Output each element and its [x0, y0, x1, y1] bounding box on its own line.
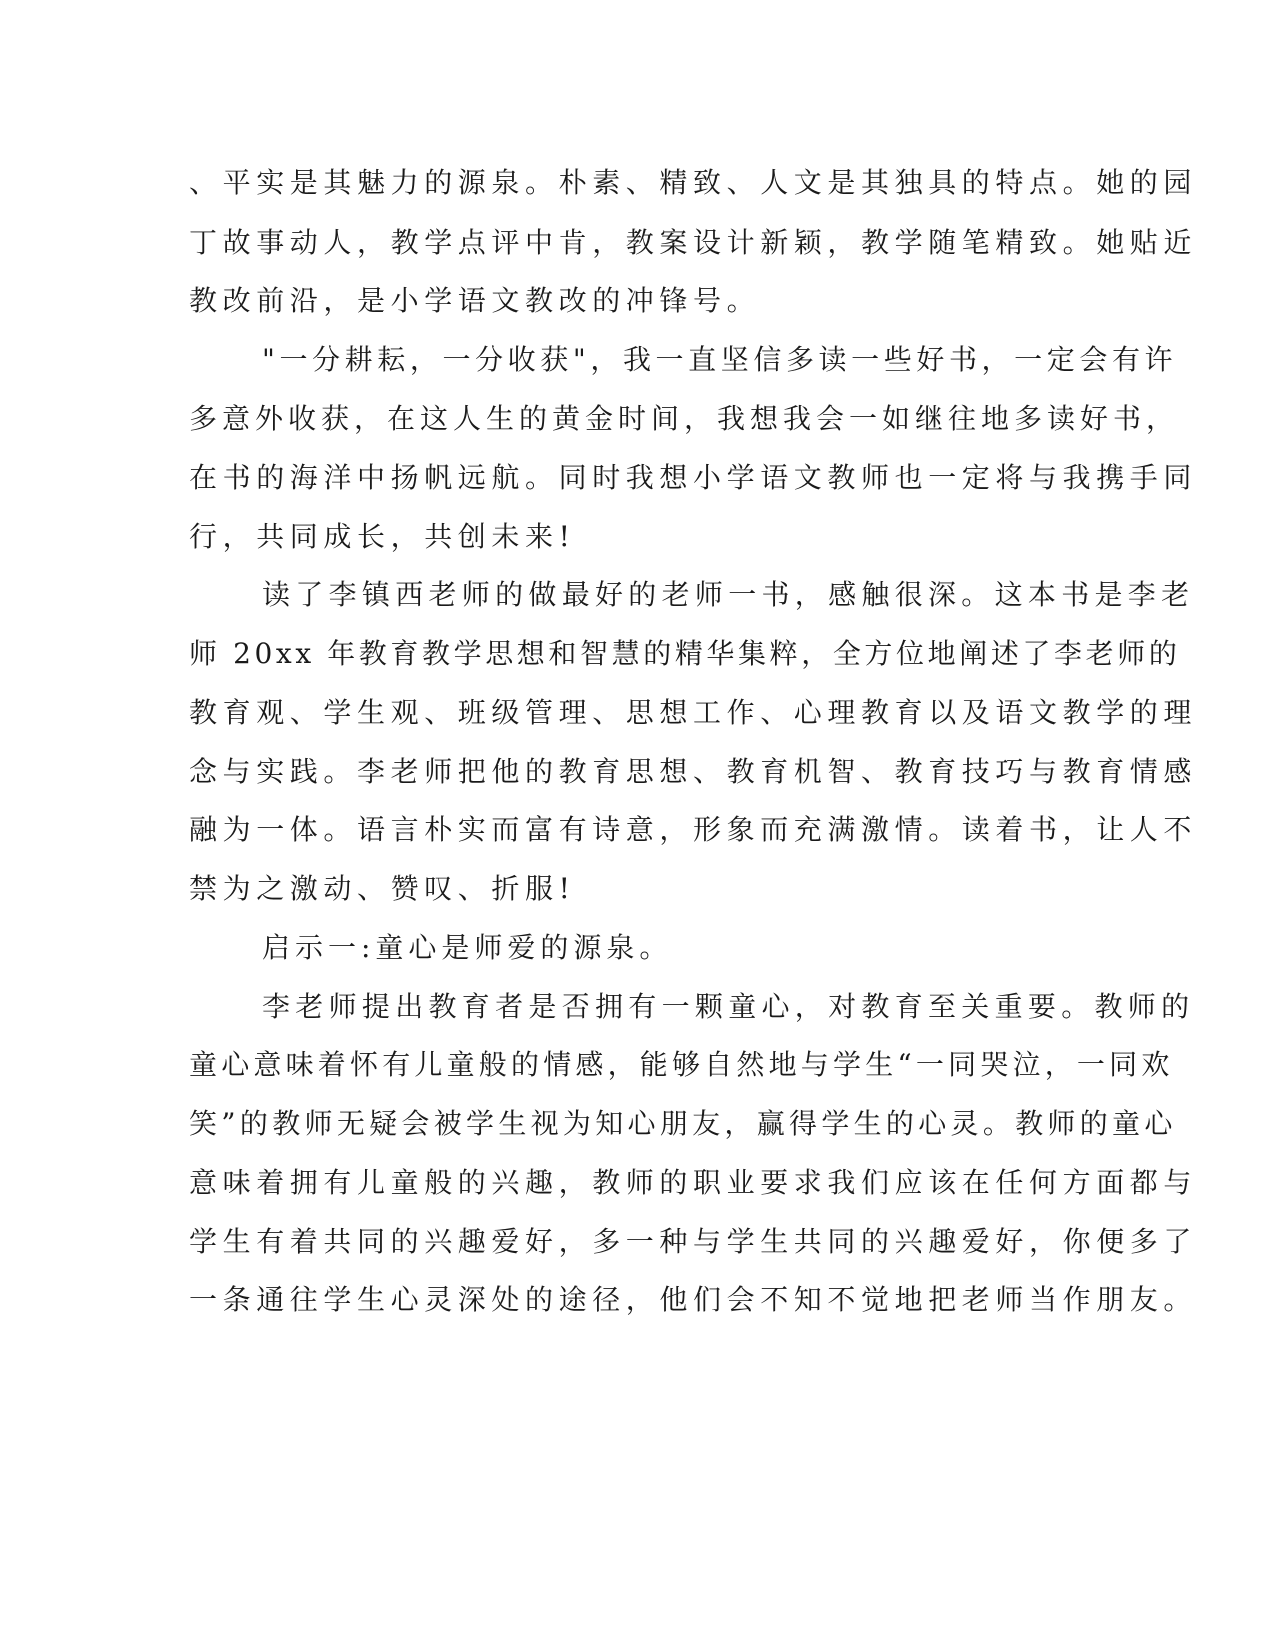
- text-line: 一条通往学生心灵深处的途径，他们会不知不觉地把老师当作朋友。: [189, 1283, 1198, 1316]
- text-line: 启示一:童心是师爱的源泉。: [262, 931, 673, 964]
- text-line: 童心意味着怀有儿童般的情感，能够自然地与学生“一同哭泣，一同欢: [189, 1048, 1174, 1081]
- text-line: 师 20xx 年教育教学思想和智慧的精华集粹，全方位地阐述了李老师的: [189, 637, 1181, 670]
- text-line: 多意外收获，在这人生的黄金时间，我想我会一如继往地多读好书，: [189, 402, 1180, 435]
- text-line: 李老师提出教育者是否拥有一颗童心，对教育至关重要。教师的: [262, 990, 1195, 1023]
- text-line: 在书的海洋中扬帆远航。同时我想小学语文教师也一定将与我携手同: [189, 461, 1198, 494]
- text-line: 丁故事动人，教学点评中肯，教案设计新颖，教学随笔精致。她贴近: [189, 226, 1198, 259]
- text-line: 教育观、学生观、班级管理、思想工作、心理教育以及语文教学的理: [189, 696, 1198, 729]
- text-line: 行，共同成长，共创未来!: [189, 520, 576, 553]
- text-line: 意味着拥有儿童般的兴趣，教师的职业要求我们应该在任何方面都与: [189, 1166, 1198, 1199]
- text-line: 禁为之激动、赞叹、折服!: [189, 872, 576, 905]
- text-line: 融为一体。语言朴实而富有诗意，形象而充满激情。读着书，让人不: [189, 813, 1198, 846]
- text-line: "一分耕耘，一分收获"，我一直坚信多读一些好书，一定会有许: [262, 343, 1178, 376]
- text-line: 、平实是其魅力的源泉。朴素、精致、人文是其独具的特点。她的园: [189, 166, 1198, 199]
- text-line: 读了李镇西老师的做最好的老师一书，感触很深。这本书是李老: [262, 578, 1195, 611]
- text-line: 笑”的教师无疑会被学生视为知心朋友，赢得学生的心灵。教师的童心: [189, 1107, 1177, 1140]
- text-line: 念与实践。李老师把他的教育思想、教育机智、教育技巧与教育情感: [189, 755, 1198, 788]
- text-line: 教改前沿，是小学语文教改的冲锋号。: [189, 284, 761, 317]
- text-line: 学生有着共同的兴趣爱好，多一种与学生共同的兴趣爱好，你便多了: [189, 1225, 1198, 1258]
